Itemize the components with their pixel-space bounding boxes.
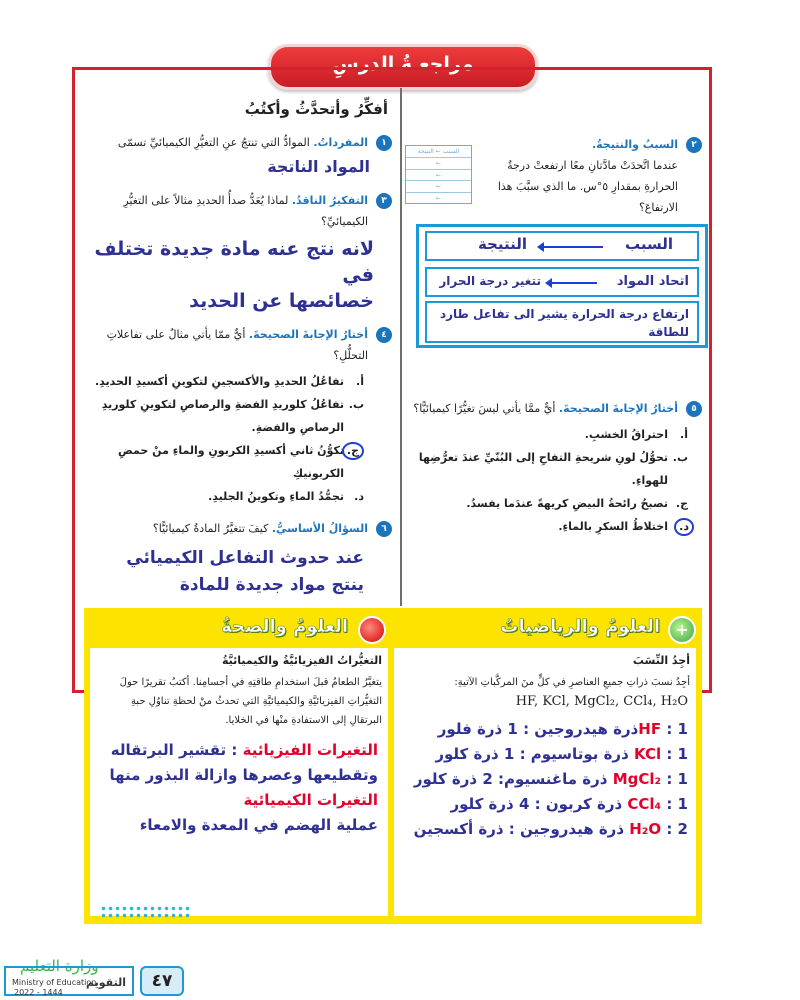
cause-cell: اتحاد المواد — [616, 274, 689, 289]
option-text: تحوُّلُ لونِ شريحةِ التفاحِ إلى البُنّيِّ عندَ تعرُّضِها للهواءِ. — [418, 451, 668, 487]
formula-list: HF, KCl, MgCl₂, CCl₄, H₂O — [515, 694, 688, 709]
option-d[interactable] — [82, 485, 394, 508]
column-divider — [400, 88, 402, 606]
option-d-selected[interactable] — [408, 515, 704, 538]
answer-3-line-1: لانه نتج عنه مادة جديدة تختلف في — [94, 238, 374, 286]
mini-table-row: ← — [406, 170, 471, 182]
option-c-selected[interactable] — [82, 439, 394, 485]
question-4 — [82, 324, 394, 366]
math-panel-title: العلومُ والرياضياتُ — [500, 616, 660, 637]
question-label: السؤالُ الأساسيُّ. — [271, 522, 368, 535]
question-number: ٣ — [376, 193, 392, 209]
question-text: كيفَ تتغيَّرُ المادةُ كيميائيًّا؟ — [152, 522, 269, 535]
option-letter: ب. — [672, 451, 688, 464]
question-label: أختارُ الإجابةَ الصحيحةَ. — [558, 402, 678, 415]
physical-changes-label: التغيرات الفيزيائية — [242, 741, 378, 759]
ratio-answer-3 — [394, 767, 688, 792]
option-letter: أ. — [680, 428, 688, 441]
arrow-left-icon — [551, 282, 597, 284]
option-b[interactable] — [408, 446, 704, 492]
answer-3 — [82, 236, 374, 314]
option-text: تكوُّنُ ثاني أكسيدِ الكربونِ والماءِ منْ حمضِ الكربونيكِ — [118, 444, 344, 480]
banner-title: مراجعـةُ الدرسِ — [332, 53, 474, 75]
cause-effect-row — [425, 267, 699, 297]
question-number: ٢ — [686, 137, 702, 153]
option-b[interactable] — [82, 393, 394, 439]
question-label: التفكيرُ الناقدُ. — [291, 194, 368, 207]
selection-circle: د. — [674, 518, 694, 536]
physical-changes-text: : تقشير البرتقاله وتقطيعها وعصرها وازالة البذور منها — [109, 741, 378, 784]
answer-text: : 1 ذرة بوتاسيوم : 1 ذرة كلور — [435, 745, 688, 763]
answer-6 — [82, 545, 364, 599]
chemical-changes-label: التغيرات الكيميائية — [243, 791, 378, 809]
think-talk-write-column — [82, 92, 394, 599]
mini-header-effect: النتيجة — [417, 148, 434, 155]
math-panel — [394, 648, 696, 916]
question-6 — [82, 518, 394, 539]
ministry-english: Ministry of Education — [12, 978, 97, 987]
answer-text: : 1 ذرة ماغنسيوم: 2 ذرة كلور — [413, 770, 688, 788]
effect-cell: تتغير درجة الحرار — [439, 274, 541, 288]
mini-header-cause: السبب — [442, 148, 460, 155]
option-letter — [342, 439, 364, 462]
section-title: أفكِّرُ وأتحدَّثُ وأكتُبُ — [244, 100, 388, 118]
option-text: تصبحُ رائحةُ البيضِ كريهةً عندَما يفسدُ. — [466, 497, 668, 510]
cause-header: السبب — [624, 235, 673, 253]
question-number: ٤ — [376, 327, 392, 343]
math-badge-icon: + — [668, 616, 696, 644]
question-3 — [82, 190, 394, 232]
option-text: تفاعُلُ الحديدِ والأكسجينِ لتكوينِ أكسيدِ الحديدِ. — [94, 375, 344, 388]
question-label: المفرداتُ. — [313, 136, 368, 149]
option-letter — [674, 515, 694, 538]
option-text: تجمُّدُ الماءِ وتكوينُ الجليدِ. — [208, 490, 344, 503]
cause-effect-mini-table — [405, 145, 472, 204]
footer-label: التقويم — [86, 976, 126, 989]
math-body: أجِدُ نسبَ ذراتِ جميعِ العناصرِ في كلٍّ منَ المركَّباتِ الآتيةِ: — [454, 677, 690, 688]
question-number: ٦ — [376, 521, 392, 537]
question-number: ١ — [376, 135, 392, 151]
ratio-answer-2 — [394, 742, 688, 767]
health-subtitle: التغيُّراتُ الفيزيائيَّةُ والكيميائيَّةُ — [221, 654, 382, 667]
math-panel-header — [404, 614, 696, 646]
question-text: أيٌّ ممّا يأتي مثالٌ على تفاعلاتِ التحلُّلِ؟ — [106, 328, 368, 362]
option-a[interactable] — [82, 370, 394, 393]
answer-6-line-2: ينتج مواد جديدة للمادة — [179, 575, 364, 595]
question-5 — [408, 398, 704, 419]
question-5-block — [408, 398, 704, 538]
health-answer — [94, 738, 378, 838]
mini-table-row: ← — [435, 195, 442, 203]
option-a[interactable] — [408, 423, 704, 446]
cause-effect-header-row — [425, 231, 699, 261]
answer-text: : 2 ذرة هيدروجين : ذرة أكسجين — [413, 820, 688, 838]
arrow-left-icon — [543, 246, 603, 248]
ratio-answer-5 — [394, 817, 688, 842]
conclusion-cell: ارتفاع درجة الحرارة يشير الى تفاعل طارد للطاقة — [439, 307, 689, 339]
option-letter: ج. — [675, 497, 688, 510]
option-letter: د. — [354, 490, 364, 503]
question-text: أيٌّ ممَّا يأتي ليسَ تغيُّرًا كيميائيًّا؟ — [413, 402, 556, 415]
option-letter: ب. — [348, 398, 364, 411]
decorative-dots — [100, 905, 190, 919]
question-text: لماذا يُعَدُّ صدأُ الحديدِ مثالاً على التغيُّرِ الكيميائيِّ؟ — [123, 194, 368, 228]
health-body: يتغيَّرُ الطعامُ قبلَ استخدامِ طاقتِهِ في أجسامِنا. أكتبُ تقريرًا حولَ التغيُّراتِ الفيزيائيَّةِ والكيميائيَّةِ التي تحدثُ منْ لحظةِ تناوُلِ حبةِ البرتقالِ إلى الاستفادةِ منْها في الخلايا. — [119, 677, 382, 726]
health-panel — [90, 648, 388, 916]
option-text: اختلاطُ السكرِ بالماءِ. — [558, 520, 668, 533]
conclusion-row — [425, 301, 699, 343]
ministry-logo: وزارة التعليم — [20, 957, 99, 975]
question-number: ٥ — [686, 401, 702, 417]
math-subtitle: أجِدُ النِّسَبَ — [632, 654, 690, 667]
option-text: احتراقُ الخشبِ. — [584, 428, 668, 441]
health-panel-header — [90, 614, 390, 646]
mini-table-row: ← — [406, 181, 471, 193]
health-panel-title: العلومُ والصحةُ — [221, 616, 348, 637]
question-text: الموادُّ التي تنتجُ عنِ التغيُّرِ الكيميائيِّ تسمّى — [117, 136, 310, 149]
ratio-answer-1 — [394, 717, 688, 742]
answer-formula: KCl — [634, 745, 662, 763]
answer-3-line-2: خصائصها عن الحديد — [189, 290, 374, 312]
selection-circle: ج. — [342, 442, 364, 460]
answer-formula: CCl₄ — [627, 795, 662, 813]
answer-1: المواد الناتجة — [267, 157, 370, 176]
chemical-changes-text: عملية الهضم في المعدة والامعاء — [139, 816, 378, 834]
mini-table-header: السبب ← النتيجة — [406, 146, 471, 158]
option-c[interactable] — [408, 492, 704, 515]
question-1 — [82, 132, 394, 153]
bottom-panel — [84, 608, 702, 924]
question-label: أختارُ الإجابةَ الصحيحةَ. — [248, 328, 368, 341]
option-text: تفاعُلُ كلوريدِ الفضةِ والرصاصِ لتكوينِ كلوريدِ الرصاصِ والفضةِ. — [101, 398, 344, 434]
footer-year: 2022 - 1444 — [14, 988, 63, 997]
apple-icon — [358, 616, 386, 644]
ratio-answer-4 — [394, 792, 688, 817]
answer-formula: HF — [638, 720, 662, 738]
effect-header: النتيجة — [477, 235, 527, 253]
answer-text: : 1 ذرة كربون : 4 ذرة كلور — [450, 795, 688, 813]
answer-formula: H₂O — [629, 820, 662, 838]
answer-6-line-1: عند حدوث التفاعل الكيميائي — [126, 548, 364, 568]
answer-formula: MgCl₂ — [612, 770, 662, 788]
question-text: عندما اتَّحدَتْ مادَّتانِ معًا ارتفعتْ درجةُ الحرارةِ بمقدارِ ٥°س. ما الذي سبَّبَ هذا الارتفاعَ؟ — [497, 159, 678, 214]
mini-table-row: ← — [406, 158, 471, 170]
option-letter: أ. — [356, 375, 364, 388]
cause-effect-answer-box — [416, 224, 708, 348]
page-number: ٤٧ — [140, 966, 184, 996]
answer-text: : 1ذرة هيدروجين : 1 ذرة فلور — [437, 720, 688, 738]
question-label: السببُ والنتيجةُ. — [591, 138, 678, 151]
